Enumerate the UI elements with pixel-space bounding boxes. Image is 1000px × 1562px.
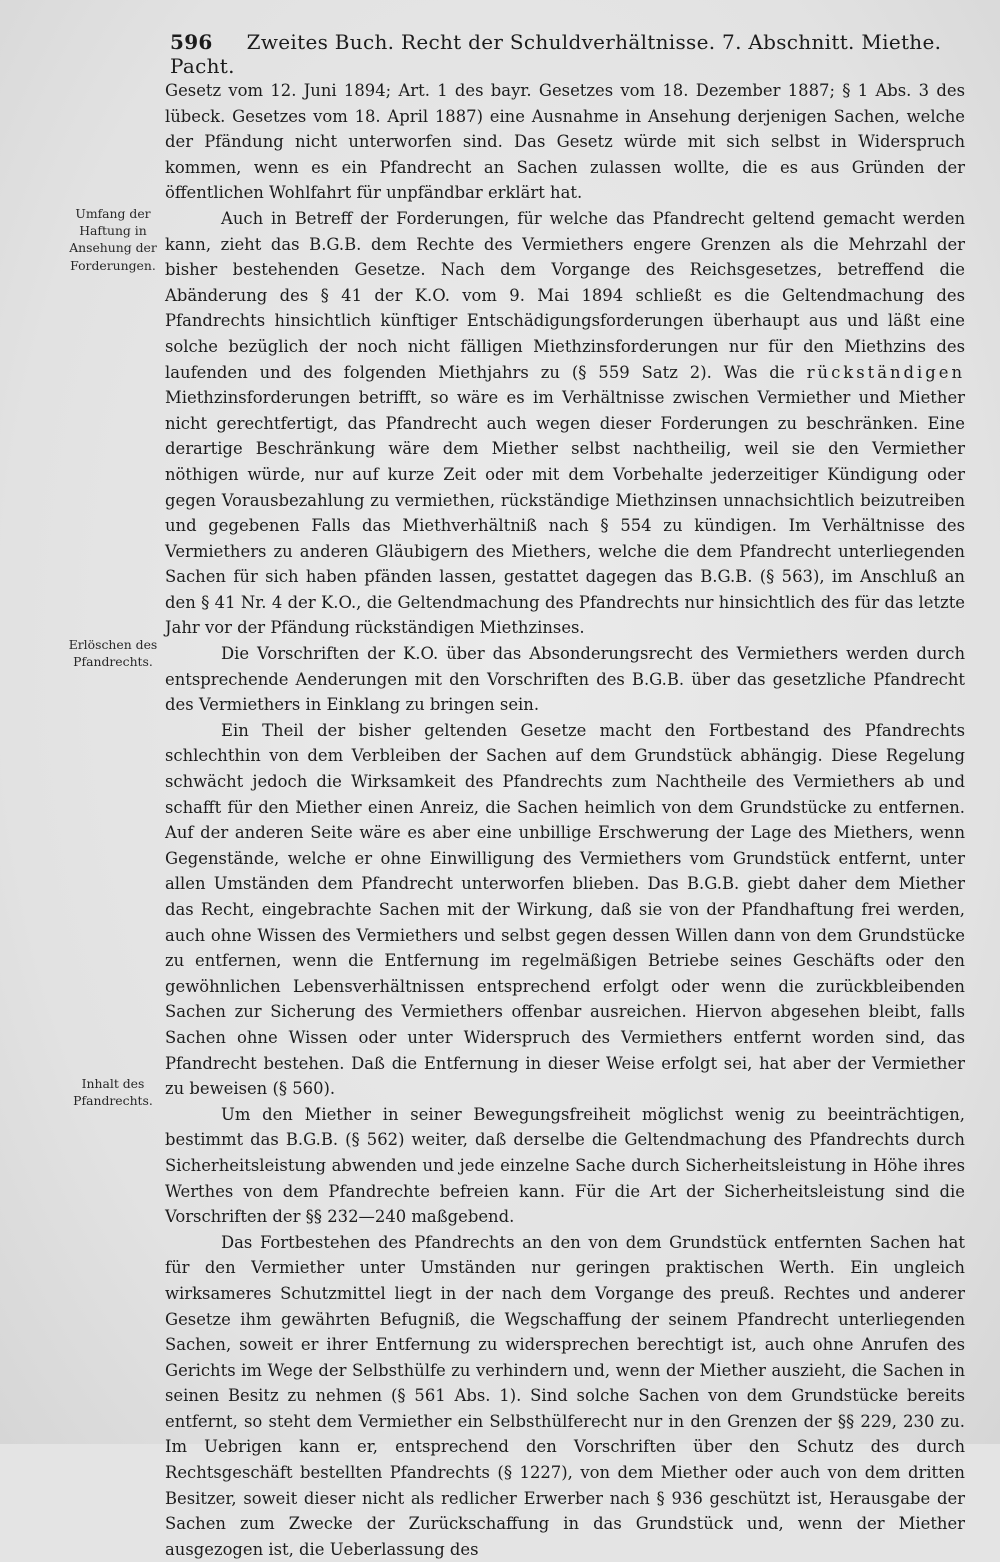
header-title: Zweites Buch. Recht der Schuldverhältnisse. 7. Abschnitt. Miethe. Pacht. — [170, 30, 942, 78]
paragraph: Um den Miether in seiner Bewegungsfreiheit möglichst wenig zu beeinträchtigen, bestimmt das B.G.B. (§ 562) weiter, daß derselbe die Geltendmachung des Pfandrechts durch Sicherheitsleistung abwenden und jede einzelne Sache durch Sicherheitsleistung in Höhe ihres Werthes von dem Pfandrechte befreien kann. Für die Art der Sicherheitsleistung sind die Vorschriften der §§ 232—240 maßgebend. — [165, 1104, 965, 1227]
margin-note-umfang: Umfang der Haftung in Ansehung der Forderungen. — [69, 206, 157, 273]
paragraph: Gesetz vom 12. Juni 1894; Art. 1 des bayr. Gesetzes vom 18. Dezember 1887; § 1 Abs. 3 des lübeck. Gesetzes vom 18. April 1887) eine Ausnahme in Ansehung derjenigen Sachen, welche der Pfändung nicht unterworfen sind. Das Gesetz würde mit sich selbst in Widerspruch kommen, wenn es ein Pfandrecht an Sachen zulassen wollte, die es aus Gründen der öffentlichen Wohlfahrt für unpfändbar erklärt hat. — [165, 81, 965, 203]
paragraph — [165, 206, 965, 641]
paragraph: Ein Theil der bisher geltenden Gesetze macht den Fortbestand des Pfandrechts schlechthin von dem Verbleiben der Sachen auf dem Grundstück abhängig. Diese Regelung schwächt jedoch die Wirksamkeit des Pfandrechts zum Nachtheile des Vermiethers ab und schafft für den Miether einen Anreiz, die Sachen heimlich von dem Grundstücke zu entfernen. Auf der anderen Seite wäre es aber eine unbillige Erschwerung der Lage des Miethers, wenn Gegenstände, welche er ohne Einwilligung des Vermiethers vom Grundstück entfernt, unter allen Umständen dem Pfandrecht unterworfen blieben. Das B.G.B. giebt daher dem Miether das Recht, eingebrachte Sachen mit der Wirkung, daß sie von der Pfandhaftung frei werden, auch ohne Wissen des Vermiethers und selbst gegen dessen Willen dann von dem Grundstücke zu entfernen, wenn die Entfernung im regelmäßigen Betriebe seines Geschäfts oder den gewöhnlichen Lebensverhältnissen entsprechend erfolgt oder wenn die zurückbleibenden Sachen zur Sicherung des Vermiethers offenbar ausreichen. Hiervon abgesehen bleibt, falls Sachen ohne Wissen oder unter Widerspruch des Vermiethers entfernt worden sind, das Pfandrecht bestehen. Daß die Entfernung in dieser Weise erfolgt sei, hat aber der Vermiether zu beweisen (§ 560). — [165, 720, 965, 1099]
running-header — [170, 30, 970, 78]
margin-note-inhalt: Inhalt des Pfandrechts. — [73, 1076, 153, 1109]
body-text — [165, 78, 965, 1562]
paragraph-text: Auch in Betreff der Forderungen, für welche das Pfandrecht geltend gemacht werden kann, zieht das B.G.B. dem Rechte des Vermiethers engere Grenzen als die Mehrzahl der bisher bestehenden Gesetze. Nach dem Vorgange des Reichsgesetzes, betreffend die Abänderung des § 41 der K.O. vom 9. Mai 1894 schließt es die Geltendmachung des Pfandrechts hinsichtlich künftiger Entschädigungsforderungen überhaupt aus und läßt eine solche bezüglich der noch nicht fälligen Miethzinsforderungen nur für den Miethzins des laufenden und des folgenden Miethjahrs zu (§ 559 Satz 2). Was die — [165, 208, 965, 382]
paragraph-text: Miethzinsforderungen betrifft, so wäre es im Verhältnisse zwischen Vermiether und Miether nicht gerechtfertigt, das Pfandrecht auch wegen dieser Forderungen zu beschränken. Eine derartige Beschränkung wäre dem Miether selbst nachtheilig, weil sie den Vermiether nöthigen würde, nur auf kurze Zeit oder mit dem Vorbehalte jederzeitiger Kündigung oder gegen Vorausbezahlung zu vermiethen, rückständige Miethzinsen unnachsichtlich beizutreiben und gegebenen Falls das Miethverhältniß nach § 554 zu kündigen. Im Verhältnisse des Vermiethers zu anderen Gläubigern des Miethers, welche die dem Pfandrecht unterliegenden Sachen für sich haben pfänden lassen, gestattet dagegen das B.G.B. (§ 563), im Anschluß an den § 41 Nr. 4 der K.O., die Geltendmachung des Pfandrechts nur hinsichtlich des für das letzte Jahr vor der Pfändung rückständigen Miethzinses. — [165, 388, 965, 638]
margin-note-erloeschen: Erlöschen des Pfandrechts. — [68, 637, 158, 670]
paragraph: Das Fortbestehen des Pfandrechts an den von dem Grundstück entfernten Sachen hat für den Vermiether unter Umständen nur geringen praktischen Werth. Ein ungleich wirksameres Schutzmittel liegt in der nach dem Vorgange des preuß. Rechtes und anderer Gesetze ihm gewährten Befugniß, die Wegschaffung der seinem Pfandrecht unterliegenden Sachen, soweit er ihrer Entfernung zu widersprechen berechtigt ist, auch ohne Anrufen des Gerichts im Wege der Selbsthülfe zu verhindern und, wenn der Miether auszieht, die Sachen in seinen Besitz zu nehmen (§ 561 Abs. 1). Sind solche Sachen von dem Grundstücke bereits entfernt, so steht dem Vermiether ein Selbsthülferecht nur in den Grenzen der §§ 229, 230 zu. Im Uebrigen kann er, entsprechend den Vorschriften über den Schutz des durch Rechtsgeschäft bestellten Pfandrechts (§ 1227), von dem Miether oder auch von dem dritten Besitzer, soweit dieser nicht als redlicher Erwerber nach § 936 geschützt ist, Herausgabe der Sachen zum Zwecke der Zurückschaffung in das Grundstück und, wenn der Miether ausgezogen ist, die Ueberlassung des — [165, 1232, 965, 1559]
emphasized-word: rückständigen — [806, 362, 965, 382]
page-number: 596 — [170, 30, 213, 54]
paragraph: Die Vorschriften der K.O. über das Absonderungsrecht des Vermiethers werden durch entsprechende Aenderungen mit den Vorschriften des B.G.B. über das gesetzliche Pfandrecht des Vermiethers in Einklang zu bringen sein. — [165, 644, 965, 715]
